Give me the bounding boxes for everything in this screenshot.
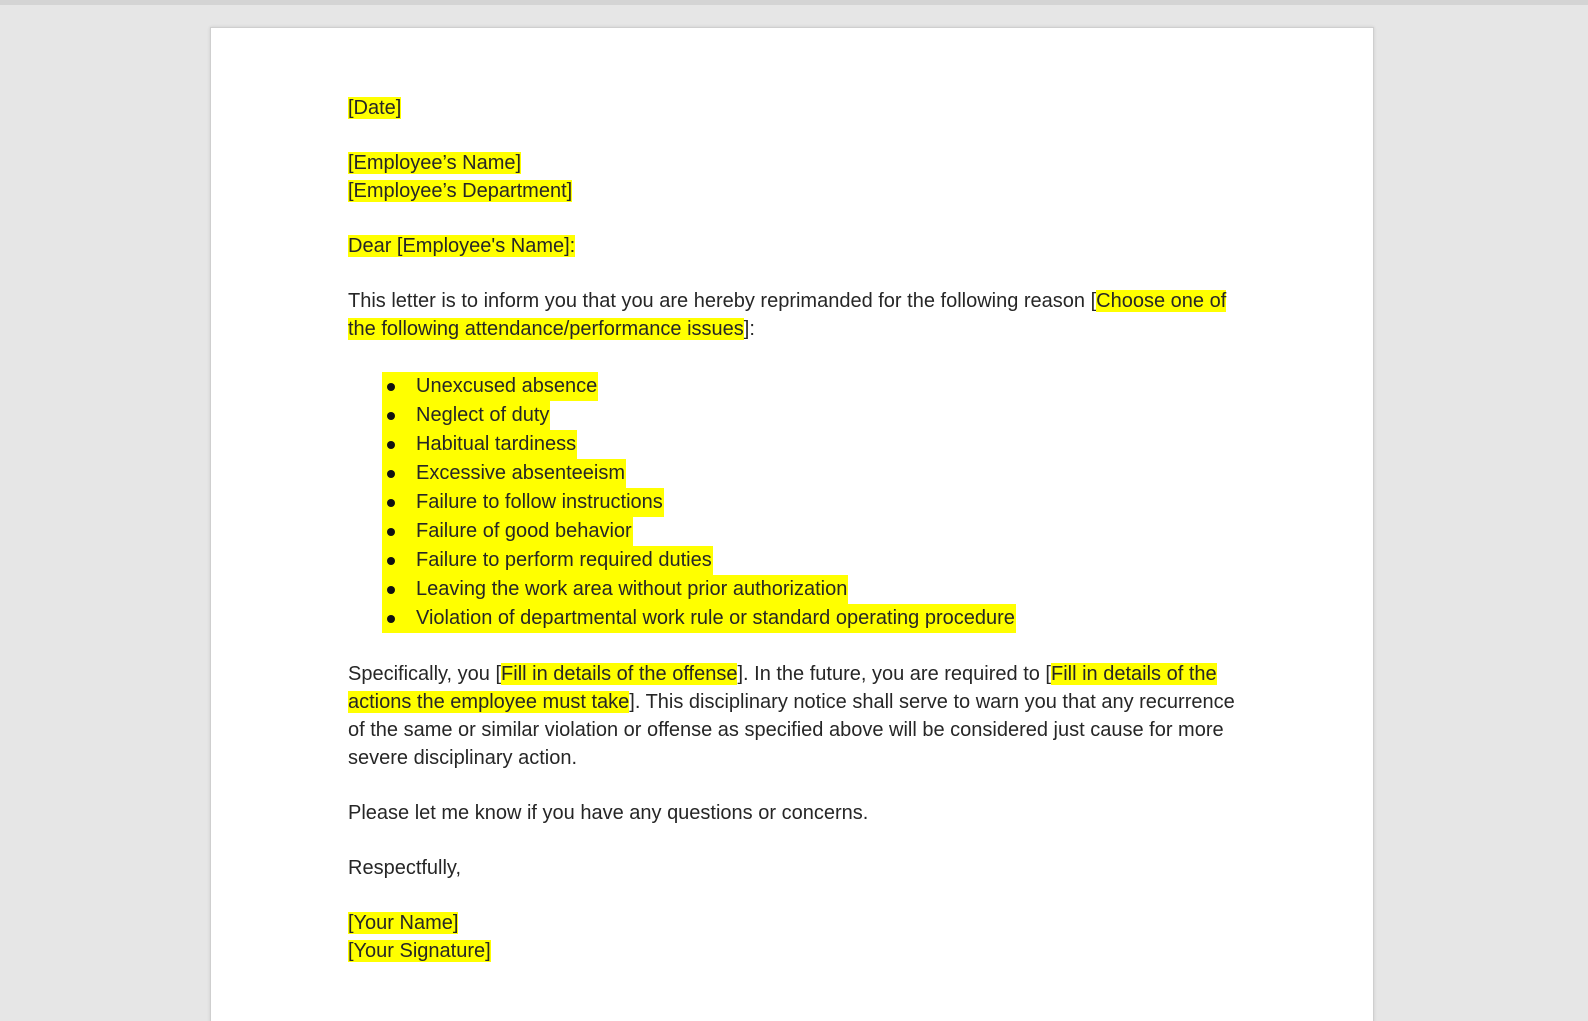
closing-question: Please let me know if you have any questions or concerns. bbox=[348, 802, 869, 824]
intro-paragraph bbox=[348, 287, 1248, 343]
list-item-text: Habitual tardiness bbox=[416, 430, 577, 459]
intro-text: This letter is to inform you that you are hereby reprimanded for the following reason [ bbox=[348, 290, 1097, 312]
your-signature-placeholder: [Your Signature] bbox=[348, 940, 491, 962]
list-item bbox=[348, 430, 1248, 459]
list-item-text: Failure to follow instructions bbox=[416, 488, 664, 517]
date-line bbox=[348, 94, 1248, 122]
bullet-icon bbox=[382, 575, 416, 604]
date-placeholder: [Date] bbox=[348, 97, 402, 119]
details-paragraph bbox=[348, 660, 1248, 772]
details-text-2: ]. In the future, you are required to [ bbox=[737, 663, 1051, 685]
details-text-3: ]. This disciplinary notice shall serve to warn you that any recurrence of the same or similar violation or offense as specified above will be considered just cause for more severe disciplinary action. bbox=[348, 691, 1235, 769]
list-item-text: Excessive absenteeism bbox=[416, 459, 626, 488]
bullet-icon bbox=[382, 372, 416, 401]
list-item bbox=[348, 459, 1248, 488]
employee-name-placeholder: [Employee’s Name] bbox=[348, 152, 522, 174]
list-item-text: Failure to perform required duties bbox=[416, 546, 713, 575]
list-item-text: Leaving the work area without prior authorization bbox=[416, 575, 848, 604]
signoff: Respectfully, bbox=[348, 857, 462, 879]
bullet-icon bbox=[382, 488, 416, 517]
list-item-text: Neglect of duty bbox=[416, 401, 550, 430]
list-item bbox=[348, 401, 1248, 430]
salutation-line bbox=[348, 232, 1248, 260]
details-placeholder-offense: Fill in details of the offense bbox=[501, 663, 738, 685]
your-name-placeholder: [Your Name] bbox=[348, 912, 459, 934]
bullet-icon bbox=[382, 517, 416, 546]
details-placeholder-actions: Fill in details of the actions the employee must take bbox=[348, 663, 1217, 713]
intro-end: ]: bbox=[743, 318, 755, 340]
list-item bbox=[348, 517, 1248, 546]
bullet-icon bbox=[382, 430, 416, 459]
bullet-icon bbox=[382, 604, 416, 633]
bullet-icon bbox=[382, 546, 416, 575]
list-item bbox=[348, 575, 1248, 604]
your-name-line bbox=[348, 909, 1248, 937]
details-text-1: Specifically, you [ bbox=[348, 663, 502, 685]
window-top-border bbox=[0, 0, 1588, 5]
document-page[interactable] bbox=[210, 27, 1374, 1021]
intro-placeholder: Choose one of the following attendance/performance issues bbox=[348, 290, 1227, 340]
list-item bbox=[348, 372, 1248, 401]
list-item-text: Violation of departmental work rule or standard operating procedure bbox=[416, 604, 1016, 633]
salutation: Dear [Employee's Name]: bbox=[348, 235, 576, 257]
bullet-icon bbox=[382, 459, 416, 488]
issues-list bbox=[348, 372, 1248, 633]
list-item bbox=[348, 488, 1248, 517]
employee-department-line bbox=[348, 177, 1248, 205]
letter-body[interactable] bbox=[348, 94, 1248, 965]
employee-name-line bbox=[348, 149, 1248, 177]
list-item-text: Unexcused absence bbox=[416, 372, 598, 401]
list-item-text: Failure of good behavior bbox=[416, 517, 633, 546]
employee-department-placeholder: [Employee’s Department] bbox=[348, 180, 573, 202]
list-item bbox=[348, 546, 1248, 575]
your-signature-line bbox=[348, 937, 1248, 965]
bullet-icon bbox=[382, 401, 416, 430]
list-item bbox=[348, 604, 1248, 633]
